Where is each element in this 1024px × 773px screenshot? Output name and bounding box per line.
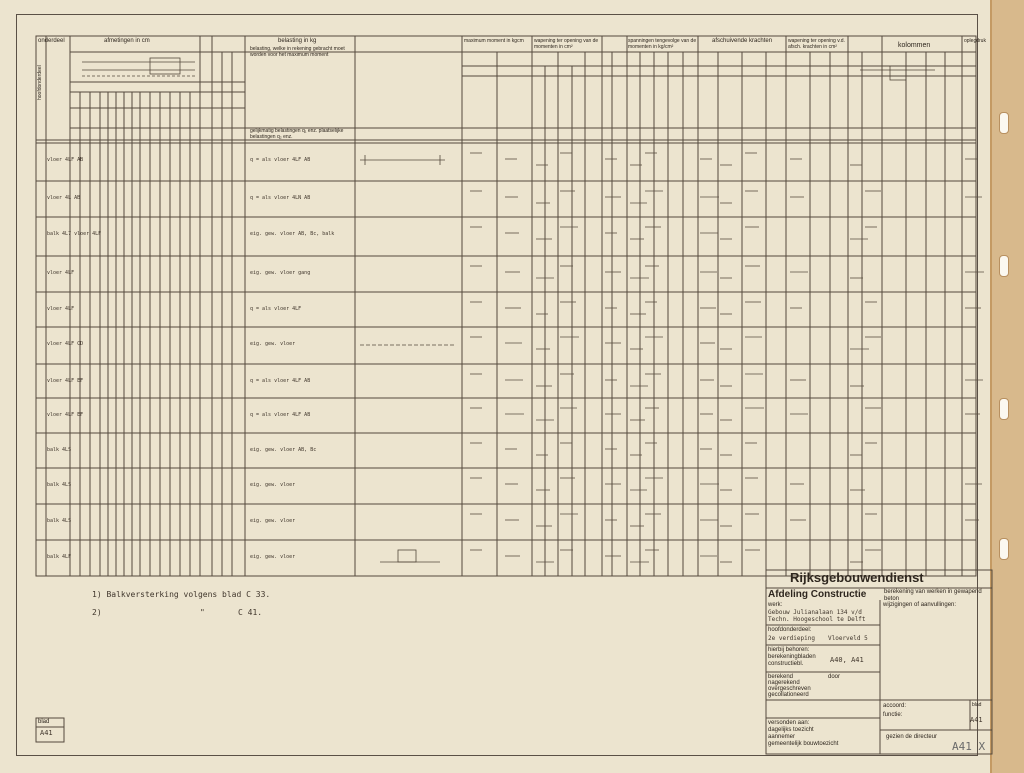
punch-hole (999, 538, 1009, 560)
functie-label: functie: (883, 712, 903, 718)
punch-hole (999, 398, 1009, 420)
door-label: door (828, 674, 841, 680)
row-label: vloer 4LF AB (47, 157, 84, 163)
row-load: eig. gew. vloer (250, 554, 296, 560)
aannemer-label: aannemer (768, 734, 796, 740)
dagelijks-label: dagelijks toezicht (768, 727, 814, 733)
blad-value: A41 (970, 716, 983, 724)
header-gelijkmatig-note: gelijkmatig belastingen q₁ enz. plaatselijke belastingen q₂ enz. (250, 128, 344, 140)
note-2-ref: C 41. (238, 608, 263, 617)
row-label: vloer 4LF CD (47, 341, 84, 347)
row-load: eig. gew. vloer AB, Bc, balk (250, 231, 335, 237)
row-load: eig. gew. vloer (250, 482, 296, 488)
row-load: eig. gew. vloer (250, 518, 296, 524)
header-wapening-schuif: wapening ter opening v.d. afsch. krachten in cm² (788, 38, 845, 50)
vloerveld: Vloerveld 5 (828, 635, 868, 642)
row-label: vloer 4LF (47, 306, 75, 312)
row-label: vloer 4LF EF (47, 378, 84, 384)
accoord-label: accoord: (883, 703, 907, 709)
berekend-label: berekend (768, 674, 794, 680)
row-label: vloer 4LF EF (47, 412, 84, 418)
header-spanningen: spanningen tengevolge van de momenten in kg/cm² (628, 38, 697, 50)
note-1: 1) Balkversterking volgens blad C 33. (92, 590, 271, 599)
header-wapening-opening: wapening ter opening van de momenten in cm² (534, 38, 599, 50)
header-schuivende: afschuivende krachten (712, 38, 773, 44)
row-load: eig. gew. vloer AB, Bc (250, 447, 317, 453)
corner-blad-value: A41 (40, 729, 53, 737)
header-maximum-moment: maximum moment in kgcm (464, 38, 524, 44)
row-label: balk 4LF (47, 554, 72, 560)
versonden-label: versonden aan: (768, 720, 810, 726)
afdeling: Afdeling Constructie (768, 589, 867, 600)
header-belasting: belasting in kg (278, 38, 317, 44)
gemeentelijk-label: gemeentelijk bouwtoezicht (768, 741, 839, 747)
header-hoofdonderdeel: hoofdonderdeel (37, 65, 43, 100)
row-label: vloer 4L AB (47, 195, 81, 201)
hoofdonderdeel-label: hoofdonderdeel: (768, 627, 812, 633)
hierbij-label: hierbij behoren: berekeningbladen constructiebl. (768, 647, 816, 667)
hoofdonderdeel-value: 2e verdieping (768, 635, 815, 642)
wijziging-label: wijzigingen of aanvullingen: (883, 602, 957, 608)
hierbij-value: A40, A41 (830, 656, 864, 664)
header-oplegdruk: oplegdruk (964, 38, 986, 44)
row-load: q = als vloer 4LN AB (250, 195, 311, 201)
punch-hole (999, 112, 1009, 134)
blad-label: blad (972, 702, 982, 708)
corner-blad-label: blad (38, 719, 50, 725)
row-label: balk 4LS (47, 447, 72, 453)
header-kolommen: kolommen (898, 42, 931, 49)
row-label: balk 4LS (47, 482, 72, 488)
header-belasting-note: belasting, welke in rekening gebracht moet worden voor het maximum moment (250, 46, 345, 58)
row-label: balk 4L7 vloer 4LF (47, 231, 102, 237)
row-label: balk 4LS (47, 518, 72, 524)
pencil-mark: A41 X (952, 740, 986, 753)
werk-label: werk: (768, 602, 783, 608)
org-name: Rijksgebouwendienst (790, 570, 924, 585)
note-2-prefix: 2) (92, 608, 102, 617)
gecollationeerd-label: gecollationeerd (768, 692, 809, 698)
nagerekend-label: nagerekend (768, 680, 800, 686)
punch-hole (999, 255, 1009, 277)
row-load: eig. gew. vloer gang (250, 270, 311, 276)
row-label: vloer 4LF (47, 270, 75, 276)
werk: Gebouw Julianalaan 134 v/d Techn. Hoogeschool te Delft (768, 609, 866, 623)
note-2-ditto: " (200, 608, 205, 617)
row-load: q = als vloer 4LF (250, 306, 302, 312)
header-onderdeel: onderdeel (38, 38, 65, 44)
row-load: eig. gew. vloer (250, 341, 296, 347)
row-load: q = als vloer 4LF AB (250, 378, 311, 384)
row-load: q = als vloer 4LF AB (250, 157, 311, 163)
row-load: q = als vloer 4LF AB (250, 412, 311, 418)
subtitle: berekening van werken in gewapend beton (884, 589, 982, 602)
overgeschreven-label: overgeschreven (768, 686, 811, 692)
header-afmetingen: afmetingen in cm (104, 38, 150, 44)
gezien-label: gezien de directeur (886, 734, 938, 740)
